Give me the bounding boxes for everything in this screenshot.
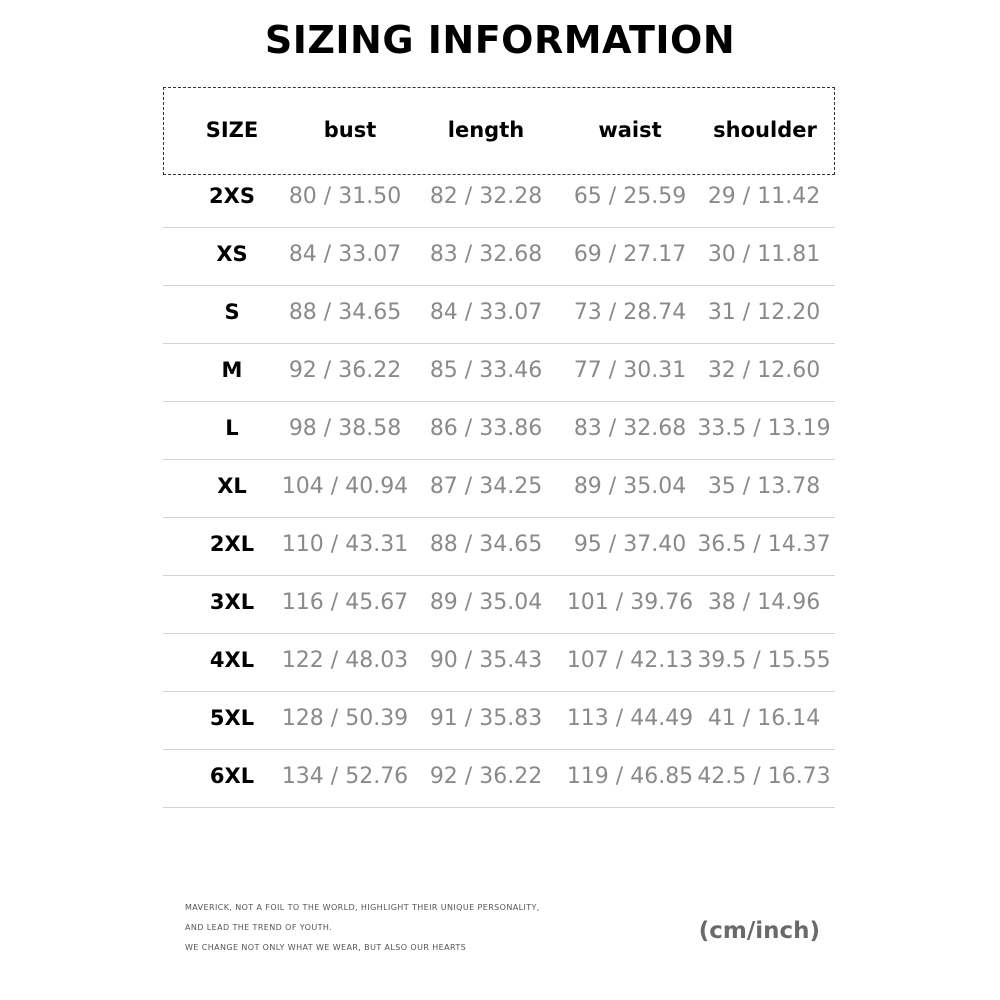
cell-length: 82 / 32.28: [429, 184, 543, 209]
table-row: [163, 402, 835, 460]
cell-length: 83 / 32.68: [429, 242, 543, 267]
footer-line-3: WE CHANGE NOT ONLY WHAT WE WEAR, BUT ALSO OUR HEARTS: [185, 943, 467, 952]
cell-size: 4XL: [209, 648, 255, 672]
cell-bust: 128 / 50.39: [281, 706, 409, 731]
cell-size: 2XS: [209, 184, 255, 208]
cell-waist: 83 / 32.68: [573, 416, 687, 441]
cell-size: 5XL: [209, 706, 255, 730]
table-row: [163, 286, 835, 344]
cell-waist: 69 / 27.17: [573, 242, 687, 267]
cell-shoulder: 39.5 / 15.55: [697, 648, 831, 673]
cell-shoulder: 33.5 / 13.19: [697, 416, 831, 441]
cell-size: L: [225, 416, 239, 440]
cell-bust: 134 / 52.76: [281, 764, 409, 789]
header-length: length: [447, 118, 525, 142]
cell-bust: 110 / 43.31: [281, 532, 409, 557]
cell-size: S: [224, 300, 240, 324]
cell-size: XL: [217, 474, 247, 498]
table-row: [163, 576, 835, 634]
footer-line-2: AND LEAD THE TREND OF YOUTH.: [185, 923, 333, 932]
header-bust: bust: [323, 118, 377, 142]
cell-length: 85 / 33.46: [429, 358, 543, 383]
cell-waist: 65 / 25.59: [573, 184, 687, 209]
table-row: [163, 634, 835, 692]
cell-length: 91 / 35.83: [429, 706, 543, 731]
table-row: [163, 692, 835, 750]
cell-bust: 116 / 45.67: [281, 590, 409, 615]
cell-shoulder: 42.5 / 16.73: [697, 764, 831, 789]
header-size: SIZE: [205, 118, 259, 142]
units-label: (cm/inch): [698, 918, 820, 944]
cell-waist: 119 / 46.85: [566, 764, 694, 789]
table-row: [163, 170, 835, 228]
cell-shoulder: 41 / 16.14: [707, 706, 821, 731]
header-waist: waist: [598, 118, 662, 142]
cell-length: 84 / 33.07: [429, 300, 543, 325]
cell-size: XS: [216, 242, 248, 266]
cell-bust: 80 / 31.50: [288, 184, 402, 209]
table-row: [163, 228, 835, 286]
cell-waist: 107 / 42.13: [566, 648, 694, 673]
table-row: [163, 750, 835, 808]
cell-size: 3XL: [209, 590, 255, 614]
cell-waist: 73 / 28.74: [573, 300, 687, 325]
cell-waist: 101 / 39.76: [566, 590, 694, 615]
size-table-body: [163, 170, 835, 808]
cell-shoulder: 36.5 / 14.37: [697, 532, 831, 557]
cell-waist: 77 / 30.31: [573, 358, 687, 383]
cell-bust: 84 / 33.07: [288, 242, 402, 267]
cell-bust: 98 / 38.58: [288, 416, 402, 441]
cell-shoulder: 29 / 11.42: [707, 184, 821, 209]
cell-length: 86 / 33.86: [429, 416, 543, 441]
cell-length: 88 / 34.65: [429, 532, 543, 557]
cell-waist: 89 / 35.04: [573, 474, 687, 499]
footer-line-1: MAVERICK, NOT A FOIL TO THE WORLD, HIGHLIGHT THEIR UNIQUE PERSONALITY,: [185, 903, 540, 912]
cell-shoulder: 31 / 12.20: [707, 300, 821, 325]
cell-bust: 122 / 48.03: [281, 648, 409, 673]
cell-waist: 113 / 44.49: [566, 706, 694, 731]
cell-size: 6XL: [209, 764, 255, 788]
cell-length: 92 / 36.22: [429, 764, 543, 789]
page-title: SIZING INFORMATION: [264, 18, 736, 62]
cell-bust: 104 / 40.94: [281, 474, 409, 499]
cell-bust: 92 / 36.22: [288, 358, 402, 383]
cell-length: 87 / 34.25: [429, 474, 543, 499]
cell-shoulder: 30 / 11.81: [707, 242, 821, 267]
cell-waist: 95 / 37.40: [573, 532, 687, 557]
cell-length: 89 / 35.04: [429, 590, 543, 615]
header-shoulder: shoulder: [713, 118, 817, 142]
table-row: [163, 344, 835, 402]
cell-size: 2XL: [209, 532, 255, 556]
cell-length: 90 / 35.43: [429, 648, 543, 673]
cell-bust: 88 / 34.65: [288, 300, 402, 325]
table-row: [163, 460, 835, 518]
cell-shoulder: 32 / 12.60: [707, 358, 821, 383]
cell-size: M: [221, 358, 243, 382]
cell-shoulder: 35 / 13.78: [707, 474, 821, 499]
cell-shoulder: 38 / 14.96: [707, 590, 821, 615]
table-row: [163, 518, 835, 576]
footer-text: [185, 898, 540, 958]
